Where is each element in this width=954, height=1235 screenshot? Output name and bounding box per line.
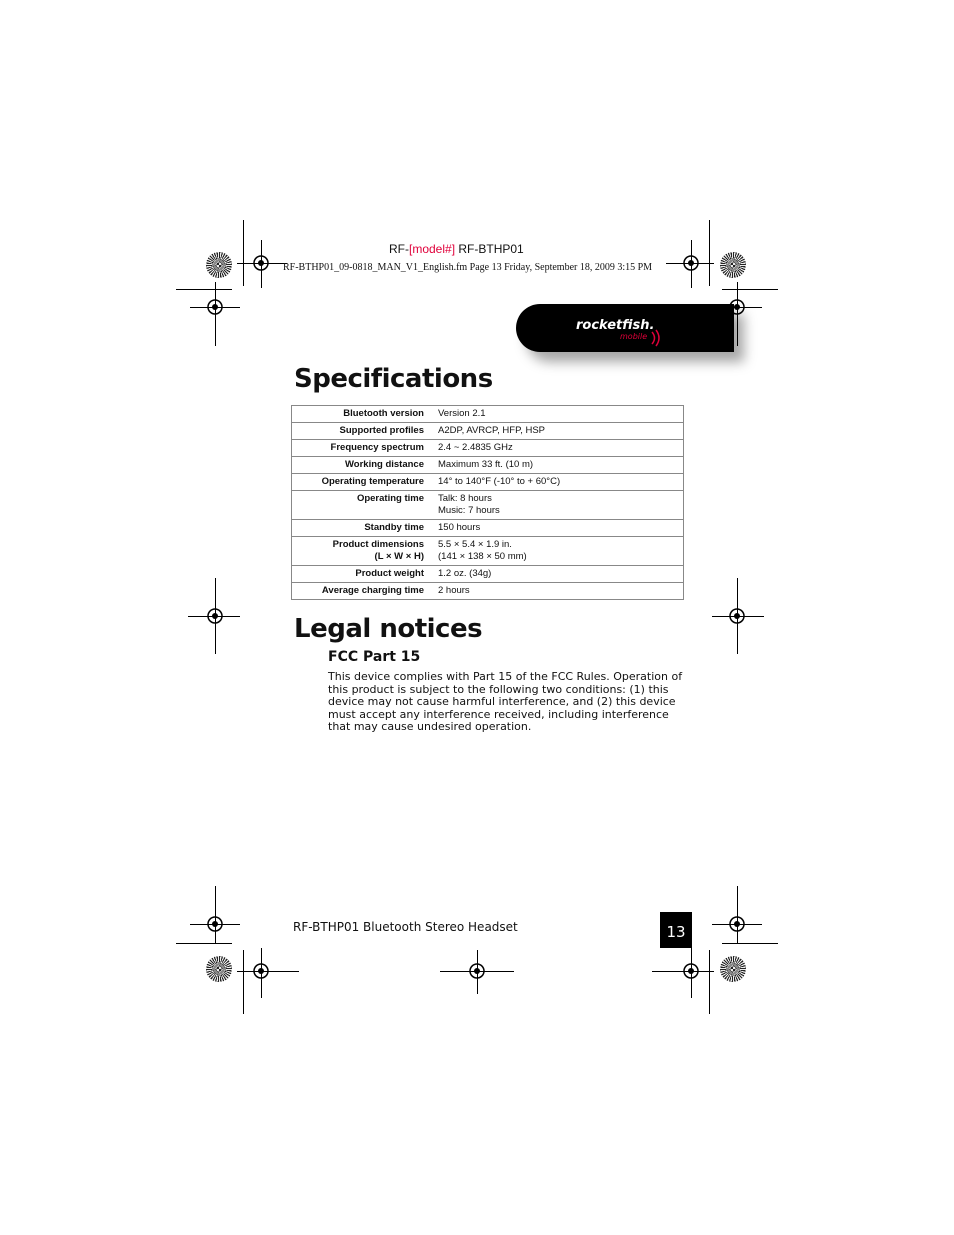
table-row: [292, 583, 684, 600]
registration-target-icon: [727, 914, 747, 934]
registration-target-icon: [251, 961, 271, 981]
spec-value: Version 2.1: [424, 406, 684, 423]
header-file-info: RF-BTHP01_09-0818_MAN_V1_English.fm Page 13 Friday, September 18, 2009 3:15 PM: [283, 262, 653, 273]
spec-value: 1.2 oz. (34g): [424, 566, 684, 583]
registration-target-icon: [251, 253, 271, 273]
spec-value: 14° to 140°F (-10° to + 60°C): [424, 474, 684, 491]
table-row: [292, 474, 684, 491]
crop-line: [176, 289, 232, 290]
logo-rocket-text: rocket: [576, 318, 623, 333]
wireless-waves-icon: [650, 328, 662, 348]
spec-value: Maximum 33 ft. (10 m): [424, 457, 684, 474]
table-row: [292, 457, 684, 474]
starburst-icon: [206, 252, 232, 278]
fcc-heading: FCC Part 15: [328, 649, 421, 665]
registration-target-icon: [205, 297, 225, 317]
table-row: [292, 520, 684, 537]
fcc-paragraph: This device complies with Part 15 of the FCC Rules. Operation of this product is subject to the following two conditions: (1) this device may not cause harmful interference, and (2) this device must accept any interference received, including interference that may cause undesired operation.: [328, 670, 683, 733]
model-placeholder: [model#]: [409, 242, 456, 256]
logo-mobile-text: mobile: [620, 332, 648, 341]
spec-value: 2.4 ~ 2.4835 GHz: [424, 440, 684, 457]
page-number: 13: [660, 912, 692, 948]
table-row: [292, 537, 684, 566]
spec-label: Standby time: [292, 520, 425, 537]
logo-fish-text: fish.: [622, 318, 655, 333]
spec-value: 150 hours: [424, 520, 684, 537]
registration-target-icon: [681, 961, 701, 981]
footer-product-title: RF-BTHP01 Bluetooth Stereo Headset: [293, 920, 518, 934]
spec-label: Supported profiles: [292, 423, 425, 440]
crop-line: [722, 943, 778, 944]
spec-label: Operating time: [292, 491, 425, 520]
specifications-table: [291, 405, 684, 600]
logo-tab: [516, 304, 734, 352]
spec-label: Frequency spectrum: [292, 440, 425, 457]
registration-target-icon: [727, 606, 747, 626]
crop-line: [243, 220, 244, 286]
spec-label: Bluetooth version: [292, 406, 425, 423]
specifications-title: Specifications: [294, 364, 493, 394]
starburst-icon: [720, 252, 746, 278]
registration-target-icon: [467, 961, 487, 981]
spec-value: 5.5 × 5.4 × 1.9 in. (141 × 138 × 50 mm): [424, 537, 684, 566]
starburst-icon: [206, 956, 232, 982]
registration-target-icon: [205, 606, 225, 626]
table-row: [292, 566, 684, 583]
table-row: [292, 491, 684, 520]
header-model: [389, 242, 524, 256]
table-row: [292, 440, 684, 457]
registration-target-icon: [681, 253, 701, 273]
crop-line: [176, 943, 232, 944]
spec-value: Talk: 8 hours Music: 7 hours: [424, 491, 684, 520]
model-prefix: RF-: [389, 242, 409, 256]
starburst-icon: [720, 956, 746, 982]
crop-line: [709, 950, 710, 1014]
crop-line: [722, 289, 778, 290]
crop-line: [709, 220, 710, 286]
spec-value: 2 hours: [424, 583, 684, 600]
spec-label: Working distance: [292, 457, 425, 474]
spec-label: Product weight: [292, 566, 425, 583]
crop-line: [243, 950, 244, 1014]
spec-label: Average charging time: [292, 583, 425, 600]
legal-notices-title: Legal notices: [294, 614, 483, 644]
registration-target-icon: [205, 914, 225, 934]
spec-label: Product dimensions (L × W × H): [292, 537, 425, 566]
model-name: RF-BTHP01: [455, 242, 524, 256]
spec-value: A2DP, AVRCP, HFP, HSP: [424, 423, 684, 440]
spec-label: Operating temperature: [292, 474, 425, 491]
table-row: [292, 423, 684, 440]
logo: [576, 318, 654, 333]
table-row: [292, 406, 684, 423]
